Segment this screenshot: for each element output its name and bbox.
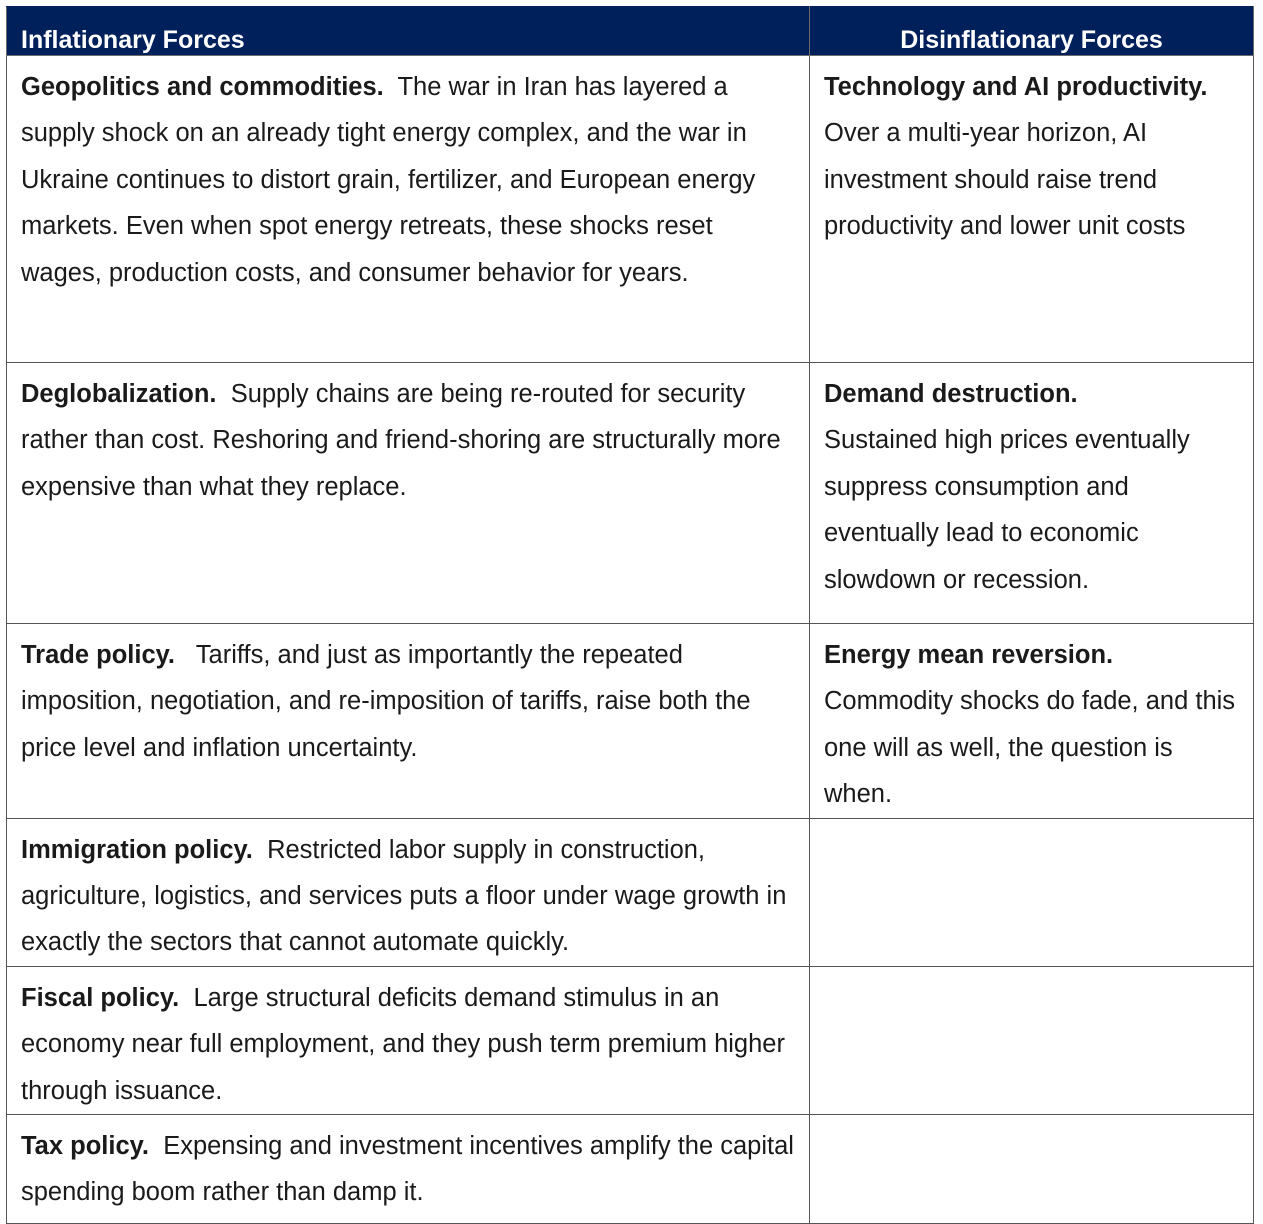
- cell-lead: Technology and AI productivity.: [824, 73, 1208, 101]
- inflationary-cell: [7, 56, 810, 363]
- table-row: [7, 56, 1254, 363]
- inflationary-cell: [7, 363, 810, 624]
- header-inflationary: Inflationary Forces: [7, 7, 810, 56]
- cell-text: Over a multi-year horizon, AI investment should raise trend productivity and lower unit costs: [824, 119, 1186, 241]
- cell-lead: Geopolitics and commodities.: [21, 73, 384, 101]
- table-row: [7, 1115, 1254, 1224]
- cell-text: Sustained high prices eventually suppress consumption and eventually lead to economic slowdown or recession.: [824, 426, 1190, 594]
- cell-text: The war in Iran has layered a supply shock on an already tight energy complex, and the war in Ukraine continues to distort grain, fertilizer, and European energy markets. Even when spot energy retreats, these shocks reset wages, production costs, and consumer behavior for years.: [21, 73, 756, 287]
- cell-lead: Energy mean reversion.: [824, 641, 1114, 669]
- header-disinflationary: Disinflationary Forces: [810, 7, 1254, 56]
- cell-lead: Trade policy.: [21, 641, 175, 669]
- table-row: [7, 624, 1254, 819]
- cell-text: Tariffs, and just as importantly the repeated imposition, negotiation, and re-imposition of tariffs, raise both the price level and inflation uncertainty.: [21, 641, 751, 762]
- disinflationary-cell: [810, 56, 1254, 363]
- cell-text: Expensing and investment incentives amplify the capital spending boom rather than damp it.: [21, 1132, 794, 1207]
- disinflationary-cell: [810, 363, 1254, 624]
- cell-text: Restricted labor supply in construction, agriculture, logistics, and services puts a floor under wage growth in exactly the sectors that cannot automate quickly.: [21, 835, 787, 957]
- cell-lead: Fiscal policy.: [21, 983, 180, 1012]
- disinflationary-cell-empty: [810, 966, 1254, 1114]
- inflationary-cell: [7, 624, 810, 819]
- cell-text: Large structural deficits demand stimulus in an economy near full employment, and they push term premium higher through issuance.: [21, 983, 785, 1105]
- cell-text: Supply chains are being re-routed for security rather than cost. Reshoring and friend-shoring are structurally more expensive than what they replace.: [21, 380, 781, 501]
- header-row: [7, 7, 1254, 56]
- disinflationary-cell-empty: [810, 818, 1254, 966]
- table-row: [7, 966, 1254, 1114]
- disinflationary-cell-empty: [810, 1115, 1254, 1224]
- table-row: [7, 818, 1254, 966]
- cell-lead: Tax policy.: [21, 1132, 150, 1161]
- cell-lead: Demand destruction.: [824, 380, 1078, 408]
- inflationary-cell: [7, 1115, 810, 1224]
- cell-lead: Deglobalization.: [21, 380, 217, 408]
- disinflationary-cell: [810, 624, 1254, 819]
- inflationary-cell: [7, 818, 810, 966]
- forces-table: [6, 6, 1254, 1224]
- table-row: [7, 363, 1254, 624]
- inflationary-cell: [7, 966, 810, 1114]
- cell-lead: Immigration policy.: [21, 835, 253, 864]
- cell-text: Commodity shocks do fade, and this one will as well, the question is when.: [824, 687, 1236, 809]
